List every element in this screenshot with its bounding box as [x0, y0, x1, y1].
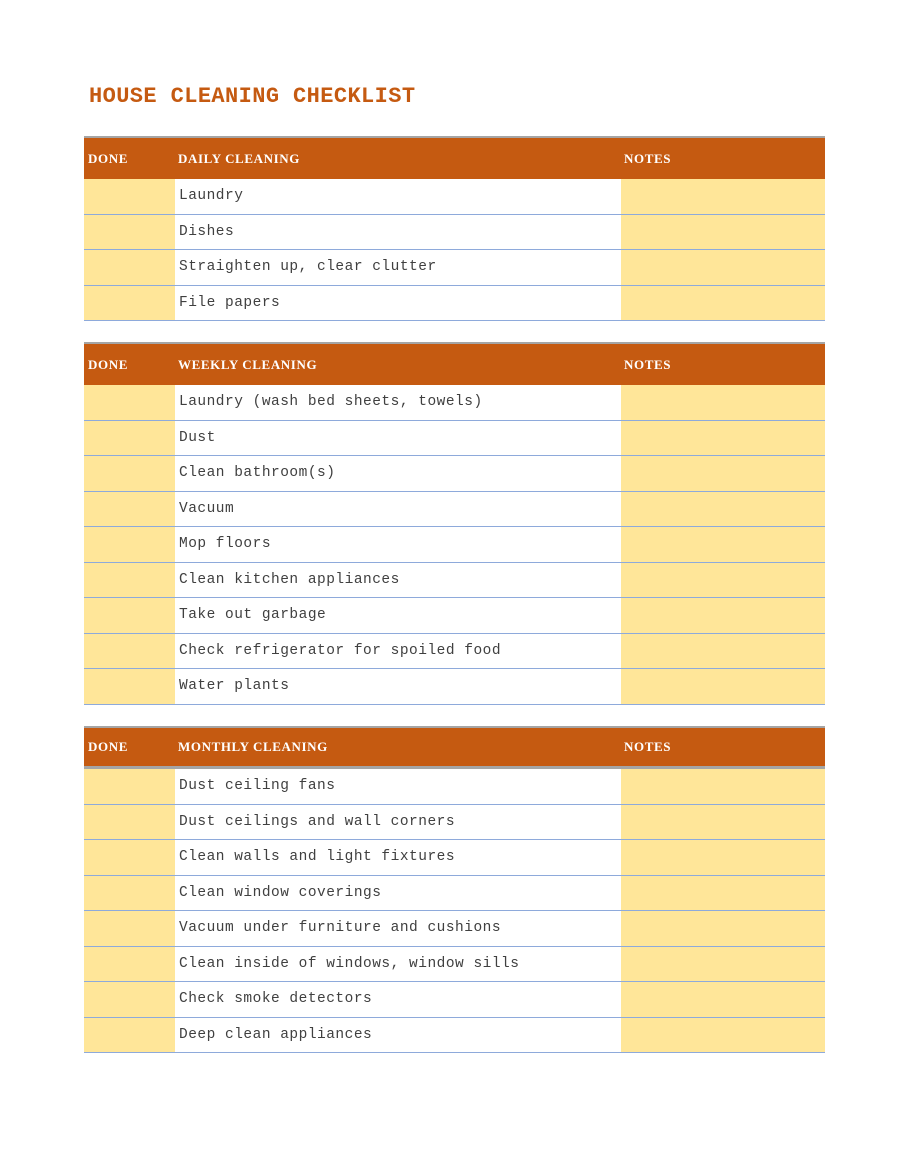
section-heading: WEEKLY CLEANING	[178, 356, 318, 372]
task-label: Straighten up, clear clutter	[175, 250, 621, 285]
done-checkbox-cell[interactable]	[84, 527, 175, 562]
done-checkbox-cell[interactable]	[84, 669, 175, 704]
checklist-row	[84, 982, 825, 1018]
done-column-header: DONE	[88, 150, 128, 166]
task-label: Dust ceilings and wall corners	[175, 805, 621, 840]
notes-cell[interactable]	[621, 805, 825, 840]
checklist-row	[84, 286, 825, 322]
section-header	[84, 342, 825, 385]
notes-cell[interactable]	[621, 215, 825, 250]
notes-cell[interactable]	[621, 250, 825, 285]
done-column-header: DONE	[88, 739, 128, 754]
checklist-row	[84, 876, 825, 912]
checklist-row	[84, 250, 825, 286]
task-label: Vacuum under furniture and cushions	[175, 911, 621, 946]
checklist-row	[84, 669, 825, 705]
task-label: Water plants	[175, 669, 621, 704]
notes-cell[interactable]	[621, 634, 825, 669]
done-checkbox-cell[interactable]	[84, 634, 175, 669]
daily-cleaning-section	[84, 136, 825, 321]
checklist-row	[84, 215, 825, 251]
task-label: Dishes	[175, 215, 621, 250]
task-label: Clean walls and light fixtures	[175, 840, 621, 875]
notes-cell[interactable]	[621, 286, 825, 321]
task-label: Deep clean appliances	[175, 1018, 621, 1053]
done-checkbox-cell[interactable]	[84, 840, 175, 875]
task-label: Clean inside of windows, window sills	[175, 947, 621, 982]
done-checkbox-cell[interactable]	[84, 947, 175, 982]
checklist-row	[84, 421, 825, 457]
done-checkbox-cell[interactable]	[84, 598, 175, 633]
done-checkbox-cell[interactable]	[84, 456, 175, 491]
checklist-row	[84, 492, 825, 528]
checklist-row	[84, 385, 825, 421]
task-label: Clean bathroom(s)	[175, 456, 621, 491]
checklist-row	[84, 563, 825, 599]
task-label: Clean kitchen appliances	[175, 563, 621, 598]
notes-cell[interactable]	[621, 598, 825, 633]
monthly-cleaning-section	[84, 726, 825, 1053]
notes-cell[interactable]	[621, 769, 825, 804]
task-label: Laundry (wash bed sheets, towels)	[175, 385, 621, 420]
task-label: Check refrigerator for spoiled food	[175, 634, 621, 669]
done-checkbox-cell[interactable]	[84, 215, 175, 250]
checklist-row	[84, 911, 825, 947]
notes-column-header: NOTES	[624, 356, 672, 372]
notes-cell[interactable]	[621, 876, 825, 911]
section-heading: DAILY CLEANING	[178, 150, 300, 166]
done-checkbox-cell[interactable]	[84, 805, 175, 840]
notes-cell[interactable]	[621, 421, 825, 456]
checklist-row	[84, 179, 825, 215]
task-label: Clean window coverings	[175, 876, 621, 911]
task-label: File papers	[175, 286, 621, 321]
done-column-header: DONE	[88, 356, 128, 372]
checklist-row	[84, 598, 825, 634]
done-checkbox-cell[interactable]	[84, 492, 175, 527]
notes-cell[interactable]	[621, 492, 825, 527]
done-checkbox-cell[interactable]	[84, 911, 175, 946]
done-checkbox-cell[interactable]	[84, 421, 175, 456]
notes-cell[interactable]	[621, 947, 825, 982]
done-checkbox-cell[interactable]	[84, 982, 175, 1017]
notes-cell[interactable]	[621, 563, 825, 598]
done-checkbox-cell[interactable]	[84, 1018, 175, 1053]
notes-cell[interactable]	[621, 669, 825, 704]
checklist-row	[84, 1018, 825, 1054]
done-checkbox-cell[interactable]	[84, 769, 175, 804]
done-checkbox-cell[interactable]	[84, 250, 175, 285]
task-label: Check smoke detectors	[175, 982, 621, 1017]
notes-cell[interactable]	[621, 527, 825, 562]
task-label: Dust	[175, 421, 621, 456]
task-label: Vacuum	[175, 492, 621, 527]
task-label: Mop floors	[175, 527, 621, 562]
checklist-row	[84, 634, 825, 670]
notes-cell[interactable]	[621, 456, 825, 491]
weekly-cleaning-section	[84, 342, 825, 705]
notes-cell[interactable]	[621, 982, 825, 1017]
notes-column-header: NOTES	[624, 739, 672, 754]
section-header	[84, 136, 825, 179]
done-checkbox-cell[interactable]	[84, 876, 175, 911]
done-checkbox-cell[interactable]	[84, 179, 175, 214]
notes-column-header: NOTES	[624, 150, 672, 166]
done-checkbox-cell[interactable]	[84, 385, 175, 420]
checklist-row	[84, 840, 825, 876]
notes-cell[interactable]	[621, 911, 825, 946]
checklist-row	[84, 769, 825, 805]
done-checkbox-cell[interactable]	[84, 286, 175, 321]
checklist-row	[84, 805, 825, 841]
page-title: HOUSE CLEANING CHECKLIST	[89, 84, 416, 109]
checklist-row	[84, 456, 825, 492]
done-checkbox-cell[interactable]	[84, 563, 175, 598]
task-label: Laundry	[175, 179, 621, 214]
checklist-row	[84, 527, 825, 563]
notes-cell[interactable]	[621, 1018, 825, 1053]
section-header	[84, 726, 825, 769]
notes-cell[interactable]	[621, 179, 825, 214]
task-label: Dust ceiling fans	[175, 769, 621, 804]
section-heading: MONTHLY CLEANING	[178, 739, 328, 754]
notes-cell[interactable]	[621, 840, 825, 875]
checklist-row	[84, 947, 825, 983]
notes-cell[interactable]	[621, 385, 825, 420]
task-label: Take out garbage	[175, 598, 621, 633]
